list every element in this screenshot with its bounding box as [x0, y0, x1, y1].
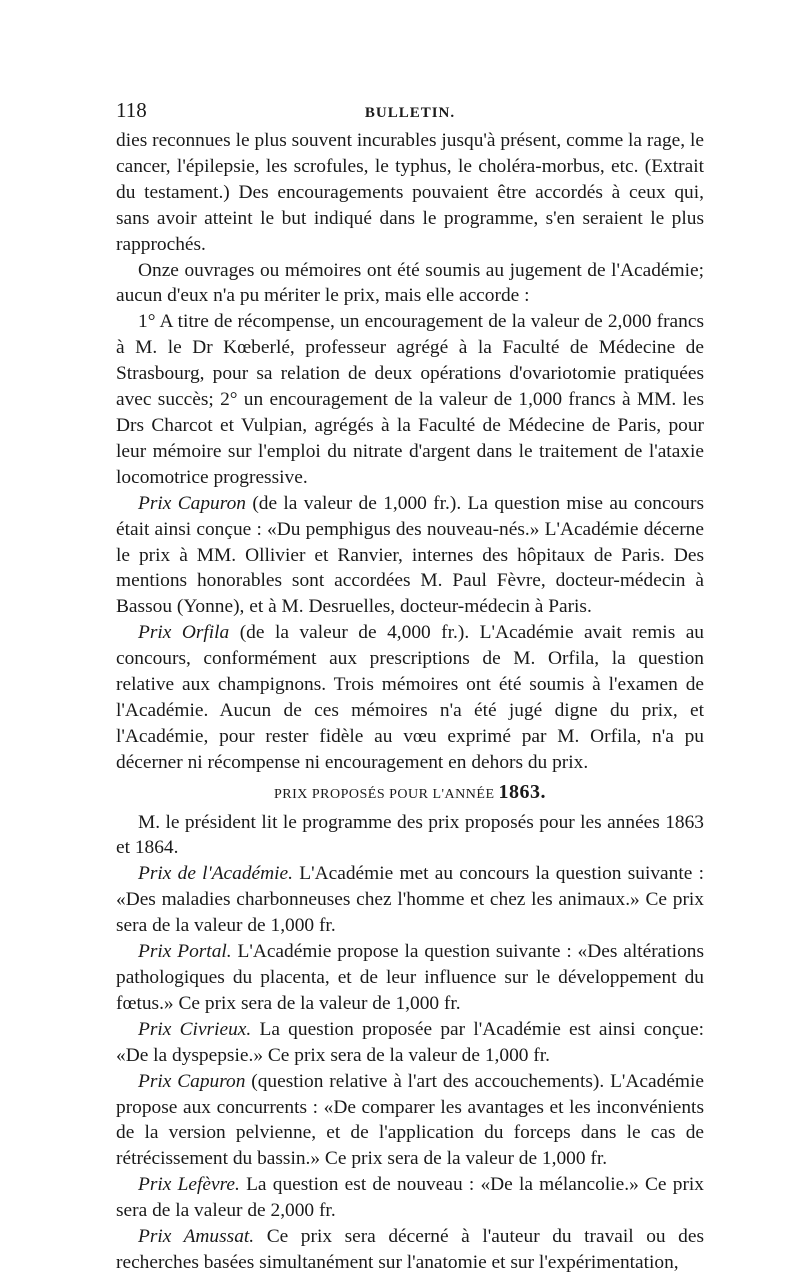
page-header [116, 98, 704, 128]
paragraph [116, 861, 704, 939]
paragraph-text: L'Académie propose la question suivante : «Des altérations pathologiques du placenta, et de leur influence sur le développement du fœtus.» Ce prix sera de la valeur de 1,000 fr. [116, 941, 704, 1014]
prize-name: Prix Amussat. [138, 1226, 255, 1248]
page-number: 118 [116, 98, 147, 122]
section-title [116, 780, 704, 808]
section-year: 1863. [498, 780, 546, 803]
paragraph-text: (de la valeur de 1,000 fr.). La question mise au concours était ainsi conçue : «Du pemphigus des nouveau-nés.» L'Académie décerne le prix à MM. Ollivier et Ranvier, internes des hôpitaux de Paris. Des mentions honorables sont accordées M. Paul Fèvre, docteur-médecin à Bassou (Yonne), et à M. Desruelles, docteur-médecin à Paris. [116, 492, 704, 618]
prize-name: Prix Orfila [138, 622, 230, 644]
paragraph: Onze ouvrages ou mémoires ont été soumis au jugement de l'Académie; aucun d'eux n'a pu mériter le prix, mais elle accorde : [116, 259, 704, 307]
prize-name: Prix Capuron [138, 1070, 246, 1092]
paragraph [116, 939, 704, 1017]
paragraph [116, 1172, 704, 1224]
paragraph [116, 491, 704, 621]
prize-name: Prix Capuron [138, 492, 246, 514]
paragraph [116, 1224, 704, 1276]
paragraph-text: La question proposée par l'Académie est ainsi conçue: «De la dyspepsie.» Ce prix sera de la valeur de 1,000 fr. [116, 1018, 704, 1066]
paragraph [116, 620, 704, 775]
paragraph: M. le président lit le programme des prix proposés pour les années 1863 et 1864. [116, 811, 704, 859]
prize-name: Prix Portal. [138, 941, 232, 963]
prize-name: Prix Lefèvre. [138, 1174, 240, 1196]
prize-name: Prix Civrieux. [138, 1018, 252, 1040]
paragraph [116, 1069, 704, 1173]
paragraph-text: (de la valeur de 4,000 fr.). L'Académie avait remis au concours, conformément aux prescriptions de M. Orfila, la question relative aux champignons. Trois mémoires ont été soumis à l'examen de l'Académie. Aucun de ces mémoires n'a été jugé digne du prix, et l'Académie, pour rester fidèle au vœu exprimé par M. Orfila, n'a pu décerner ni récompense ni encouragement en dehors du prix. [116, 622, 705, 773]
body-text [116, 128, 704, 1276]
paragraph-text: La question est de nouveau : «De la mélancolie.» Ce prix sera de la valeur de 2,000 fr. [116, 1174, 704, 1222]
prize-name: Prix de l'Académie. [138, 863, 294, 885]
paragraph: 1° A titre de récompense, un encouragement de la valeur de 2,000 francs à M. le Dr Kœberlé, professeur agrégé à la Faculté de Médecine de Strasbourg, pour sa relation de deux opérations d'ovariotomie pratiquées avec succès; 2° un encouragement de la valeur de 1,000 francs à MM. les Drs Charcot et Vulpian, agrégés à la Faculté de Médecine de Paris, pour leur mémoire sur l'emploi du nitrate d'argent dans le traitement de l'ataxie locomotrice progressive. [116, 311, 704, 488]
paragraph [116, 1017, 704, 1069]
paragraph-text: Ce prix sera décerné à l'auteur du travail ou des recherches basées simultanément sur l'anatomie et sur l'expérimentation, [116, 1226, 704, 1273]
paragraph-text: L'Académie met au concours la question suivante : «Des maladies charbonneuses chez l'homme et chez les animaux.» Ce prix sera de la valeur de 1,000 fr. [116, 863, 704, 937]
paragraph: dies reconnues le plus souvent incurables jusqu'à présent, comme la rage, le cancer, l'épilepsie, les scrofules, le typhus, le choléra-morbus, etc. (Extrait du testament.) Des encouragements pouvaient être accordés à ceux qui, sans avoir atteint le but indiqué dans le programme, s'en seraient le plus rapprochés. [116, 130, 704, 255]
section-title-text: PRIX PROPOSÉS POUR L'ANNÉE [273, 786, 495, 802]
paragraph-text: (question relative à l'art des accouchements). L'Académie propose aux concurrents : «De comparer les avantages et les inconvénients de la version pelvienne, et de l'application du forceps dans le cas de rétrécissement du bassin.» Ce prix sera de la valeur de 1,000 fr. [116, 1070, 704, 1170]
running-head: BULLETIN. [364, 105, 456, 121]
